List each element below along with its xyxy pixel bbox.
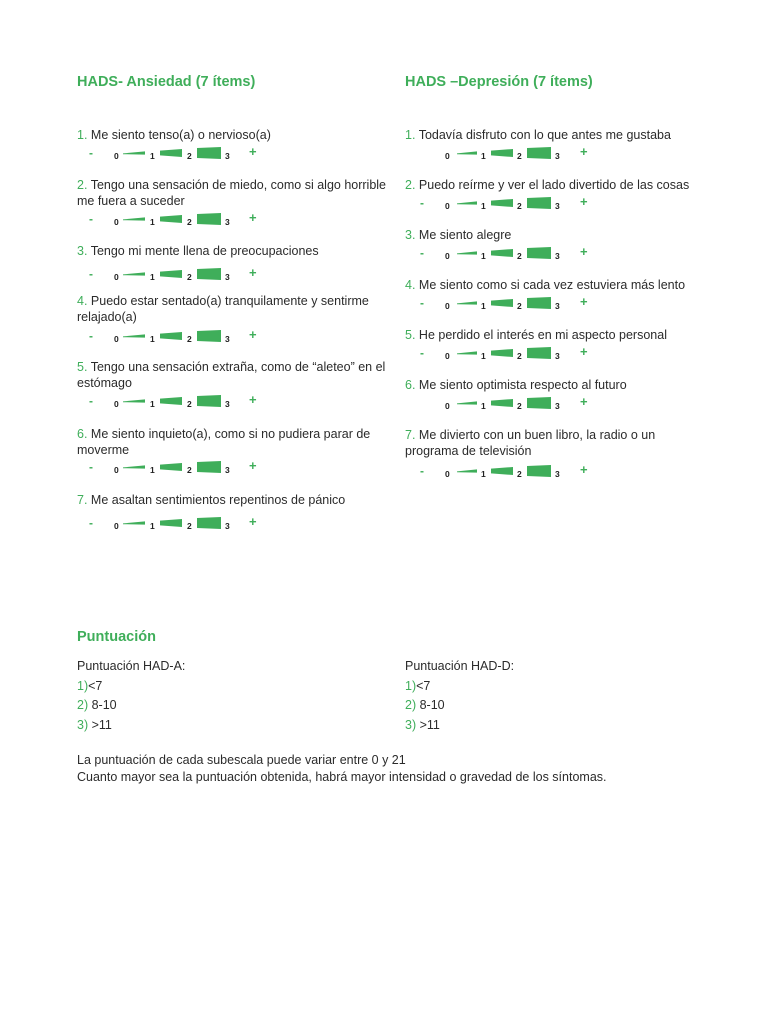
question-item [405,327,705,377]
question-text: Me siento como si cada vez estuviera más lento [418,278,686,292]
minus-sign: - [89,460,93,474]
range-item [77,677,185,697]
scale-wedge [160,149,182,157]
had-d-scoring [405,657,514,735]
range-number: 2) [77,698,89,712]
scale-wedge [123,215,145,223]
plus-sign: + [249,265,257,280]
depression-section [405,74,705,493]
scale-wedge [491,149,513,157]
scale-wedge [197,461,221,473]
plus-sign: + [249,392,257,407]
scale-label: 3 [555,251,560,261]
plus-sign: + [580,244,588,259]
range-item [77,696,185,716]
plus-sign: + [580,394,588,409]
question-text: Me siento optimista respecto al futuro [418,378,627,392]
question-number: 2. [405,178,416,192]
scale-wedge [160,397,182,405]
scale-label: 2 [517,151,522,161]
scale-label: 3 [555,401,560,411]
range-number: 1) [405,678,417,693]
scale-wedge [527,197,551,209]
scale-label: 2 [187,465,192,475]
question-text: Me siento inquieto(a), como si no pudiera parar de moverme [77,427,371,457]
scale-wedge [197,395,221,407]
scale-label: 1 [150,272,155,282]
plus-sign: + [249,210,257,225]
scale-label: 0 [114,521,119,531]
question-number: 7. [405,428,416,442]
scale-label: 1 [150,465,155,475]
scale-wedge [457,249,477,257]
scale-label: 2 [517,201,522,211]
question-number: 6. [405,378,416,392]
scale-wedge [160,270,182,278]
note-range: La puntuación de cada subescala puede variar entre 0 y 21 [77,753,406,767]
question-number: 3. [77,244,88,258]
scale-wedge [197,330,221,342]
range-item [405,696,514,716]
scale-wedge [197,268,221,280]
range-text: <7 [416,678,431,693]
scale-label: 2 [187,151,192,161]
minus-sign: - [420,464,424,478]
question-text: Puedo estar sentado(a) tranquilamente y sentirme relajado(a) [77,294,369,324]
scale-wedge [123,270,145,278]
question-number: 7. [77,493,88,507]
range-number: 1) [77,678,89,693]
plus-sign: + [249,144,257,159]
question-number: 5. [405,328,416,342]
scale-label: 3 [225,334,230,344]
scale-label: 2 [517,351,522,361]
scale-wedge [527,465,551,477]
scale-wedge [197,147,221,159]
range-text: >11 [88,717,112,732]
question-text: Todavía disfruto con lo que antes me gustaba [418,128,671,142]
scale-wedge [160,463,182,471]
had-a-scoring [77,657,185,735]
question-item [405,377,705,427]
scale-label: 3 [555,151,560,161]
plus-sign: + [249,327,257,342]
scale-wedge [160,332,182,340]
scale-label: 0 [445,151,450,161]
scale-label: 3 [555,469,560,479]
scale-label: 1 [150,521,155,531]
range-number: 3) [405,717,417,732]
had-a-label: Puntuación HAD-A: [77,659,186,673]
scale-label: 2 [187,272,192,282]
question-item [77,426,387,492]
anxiety-section [77,74,387,542]
minus-sign: - [89,329,93,343]
question-number: 1. [405,128,416,142]
scale-label: 3 [225,399,230,409]
scale-wedge [160,215,182,223]
scale-wedge [527,247,551,259]
plus-sign: + [249,514,257,529]
scale-wedge [457,399,477,407]
question-item [405,127,705,177]
question-item [77,492,387,542]
minus-sign: - [89,267,93,281]
scale-wedge [123,519,145,527]
question-text: Tengo una sensación de miedo, como si algo horrible me fuera a suceder [77,178,387,208]
scale-label: 0 [445,201,450,211]
question-number: 5. [77,360,88,374]
question-item [77,359,387,426]
question-text: Tengo mi mente llena de preocupaciones [90,244,319,258]
question-item [405,227,705,277]
range-text: <7 [88,678,103,693]
scale-wedge [491,299,513,307]
minus-sign: - [420,246,424,260]
minus-sign: - [420,296,424,310]
range-text: 8-10 [88,698,117,712]
scale-wedge [457,299,477,307]
scoring-title: Puntuación [77,629,156,645]
scale-label: 2 [187,521,192,531]
scale-label: 3 [555,301,560,311]
scale-wedge [527,147,551,159]
scale-wedge [491,467,513,475]
question-text: Me siento tenso(a) o nervioso(a) [90,128,271,142]
scale-wedge [527,297,551,309]
scale-label: 3 [555,201,560,211]
minus-sign: - [89,394,93,408]
question-item [405,277,705,327]
range-number: 3) [77,717,89,732]
scale-label: 2 [517,301,522,311]
scale-label: 1 [481,351,486,361]
scale-label: 2 [517,401,522,411]
scale-label: 1 [481,469,486,479]
scale-label: 1 [481,151,486,161]
anxiety-title: HADS- Ansiedad (7 ítems) [77,74,256,90]
scale-label: 3 [225,465,230,475]
range-text: 8-10 [416,698,445,712]
question-number: 4. [405,278,416,292]
had-d-label: Puntuación HAD-D: [405,659,515,673]
scale-label: 0 [445,401,450,411]
scale-label: 3 [225,151,230,161]
question-text: Me asaltan sentimientos repentinos de pánico [90,493,346,507]
range-text: >11 [416,717,440,732]
minus-sign: - [420,346,424,360]
scale-wedge [457,199,477,207]
scale-label: 0 [114,272,119,282]
scale-label: 2 [187,334,192,344]
question-item [77,293,387,359]
scale-label: 0 [445,251,450,261]
scale-label: 1 [481,201,486,211]
question-item [405,177,705,227]
scale-wedge [123,149,145,157]
question-item [77,243,387,293]
question-text: Tengo una sensación extraña, como de “aleteo” en el estómago [77,360,386,390]
note-severity: Cuanto mayor sea la puntuación obtenida, habrá mayor intensidad o gravedad de los síntomas. [77,770,607,784]
question-item [77,177,387,243]
scale-wedge [491,199,513,207]
scale-label: 1 [481,401,486,411]
plus-sign: + [580,144,588,159]
scale-label: 0 [114,334,119,344]
scale-label: 1 [150,151,155,161]
scale-label: 3 [555,351,560,361]
scale-label: 1 [481,251,486,261]
scale-wedge [491,249,513,257]
scale-wedge [123,463,145,471]
scale-label: 0 [445,469,450,479]
scale-wedge [160,519,182,527]
minus-sign: - [89,146,93,160]
question-number: 3. [405,228,416,242]
question-text: Puedo reírme y ver el lado divertido de las cosas [418,178,690,192]
scale-label: 1 [150,217,155,227]
scale-label: 3 [225,217,230,227]
scale-label: 0 [114,399,119,409]
scale-label: 2 [517,469,522,479]
scale-label: 1 [150,334,155,344]
scale-wedge [527,397,551,409]
depression-title: HADS –Depresión (7 ítems) [405,74,593,90]
range-number: 2) [405,698,417,712]
minus-sign: - [89,516,93,530]
scale-label: 1 [150,399,155,409]
scale-wedge [527,347,551,359]
scale-wedge [197,213,221,225]
range-item [405,677,514,697]
plus-sign: + [249,458,257,473]
scale-label: 0 [445,351,450,361]
plus-sign: + [580,344,588,359]
scale-wedge [457,467,477,475]
question-text: Me divierto con un buen libro, la radio o un programa de televisión [405,428,656,458]
question-number: 4. [77,294,88,308]
range-item [77,716,185,736]
question-text: Me siento alegre [418,228,512,242]
scale-wedge [197,517,221,529]
range-item [405,716,514,736]
scale-label: 2 [187,217,192,227]
scale-label: 2 [187,399,192,409]
question-item [405,427,705,493]
scale-label: 0 [114,465,119,475]
scale-wedge [123,397,145,405]
question-item [77,127,387,177]
scale-label: 0 [114,151,119,161]
scale-wedge [491,399,513,407]
plus-sign: + [580,194,588,209]
scale-wedge [457,349,477,357]
scale-label: 0 [445,301,450,311]
scale-label: 3 [225,521,230,531]
question-number: 6. [77,427,88,441]
scale-label: 1 [481,301,486,311]
question-text: He perdido el interés en mi aspecto personal [418,328,667,342]
scale-label: 0 [114,217,119,227]
minus-sign: - [89,212,93,226]
minus-sign: - [420,196,424,210]
question-number: 1. [77,128,88,142]
plus-sign: + [580,462,588,477]
plus-sign: + [580,294,588,309]
scale-label: 2 [517,251,522,261]
scale-wedge [123,332,145,340]
scale-wedge [457,149,477,157]
scoring-note [77,752,697,786]
scale-wedge [491,349,513,357]
scale-label: 3 [225,272,230,282]
question-number: 2. [77,178,88,192]
